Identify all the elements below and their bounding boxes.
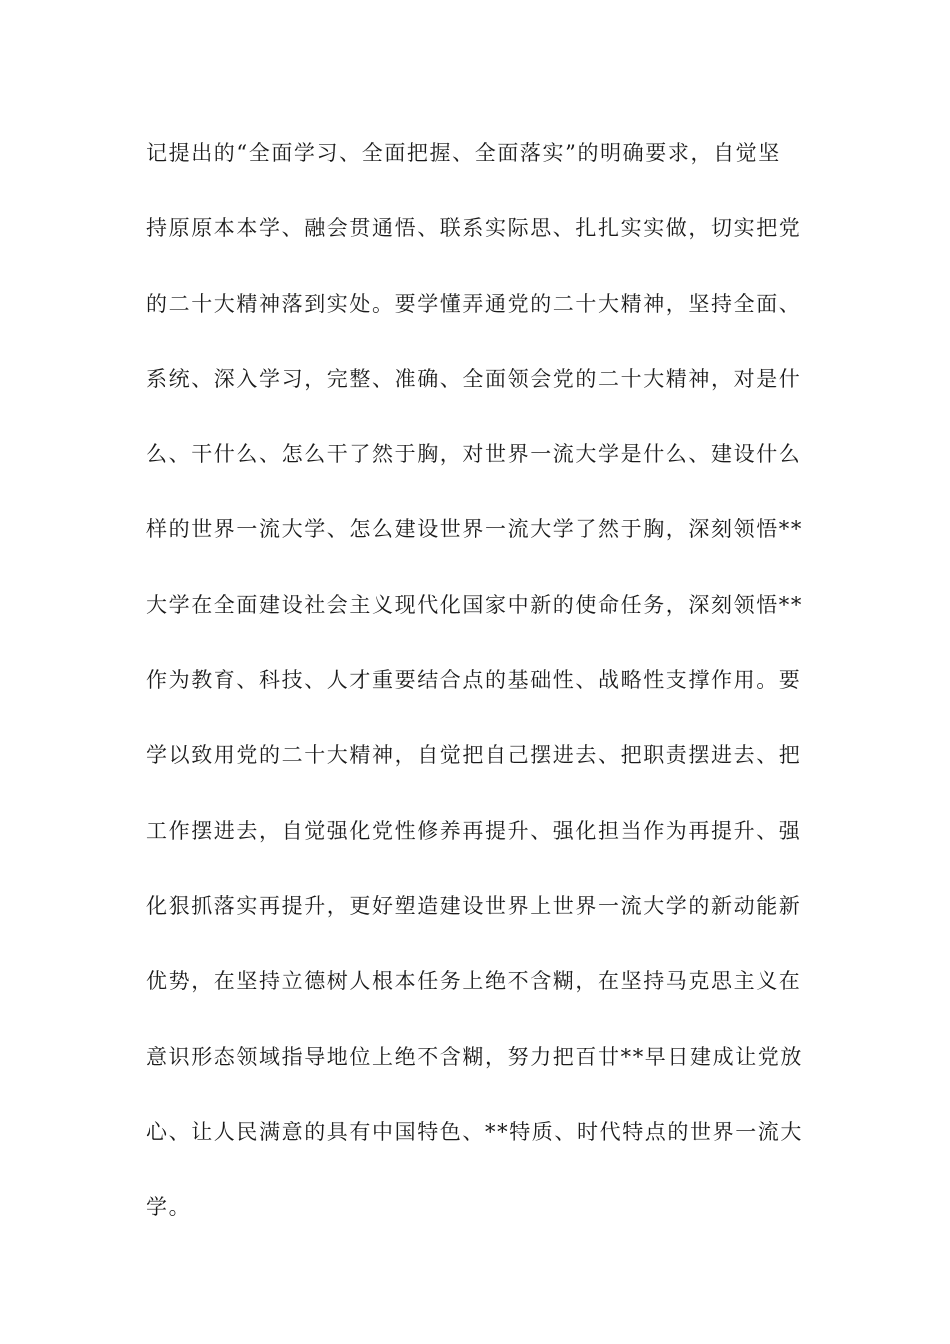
text-line: 持原原本本学、融会贯通悟、联系实际思、扎扎实实做，切实把党 — [146, 216, 802, 241]
text-line: 大学在全面建设社会主义现代化国家中新的使命任务，深刻领悟** — [146, 592, 803, 617]
text-line: 工作摆进去，自觉强化党性修养再提升、强化担当作为再提升、强 — [146, 818, 802, 843]
text-line: 学以致用党的二十大精神，自觉把自己摆进去、把职责摆进去、把 — [146, 743, 802, 768]
text-line: 样的世界一流大学、怎么建设世界一流大学了然于胸，深刻领悟** — [146, 517, 803, 542]
text-line: 优势，在坚持立德树人根本任务上绝不含糊，在坚持马克思主义在 — [146, 969, 802, 994]
text-line: 心、让人民满意的具有中国特色、**特质、时代特点的世界一流大 — [146, 1119, 803, 1144]
text-line: 系统、深入学习，完整、准确、全面领会党的二十大精神，对是什 — [146, 366, 802, 391]
text-line: 作为教育、科技、人才重要结合点的基础性、战略性支撑作用。要 — [146, 668, 802, 693]
text-line: 么、干什么、怎么干了然于胸，对世界一流大学是什么、建设什么 — [146, 442, 802, 467]
text-line: 的二十大精神落到实处。要学懂弄通党的二十大精神，坚持全面、 — [146, 291, 802, 316]
text-line: 意识形态领域指导地位上绝不含糊，努力把百廿**早日建成让党放 — [146, 1044, 803, 1069]
text-line: 化狠抓落实再提升，更好塑造建设世界上世界一流大学的新动能新 — [146, 893, 802, 918]
body-paragraph — [146, 128, 806, 1257]
text-line: 学。 — [146, 1195, 192, 1220]
text-line: 记提出的“全面学习、全面把握、全面落实”的明确要求，自觉坚 — [146, 141, 781, 165]
